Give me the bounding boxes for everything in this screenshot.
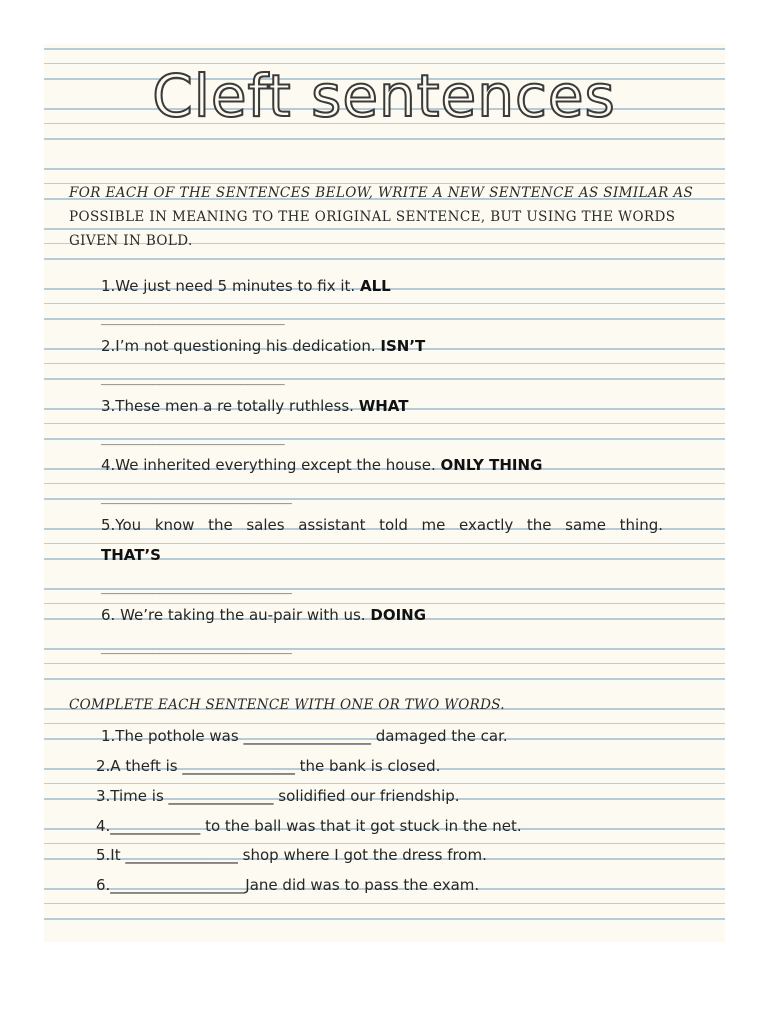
item-text: 6. We’re taking the au-pair with us. [101,606,366,624]
answer-line-3[interactable]: _________________________ [101,431,285,446]
page-title: Cleft sentences [152,62,616,130]
answer-line-4[interactable]: __________________________ [101,490,292,505]
item-text: 1.We just need 5 minutes to fix it. [101,277,356,295]
exercise1-item-1 [101,277,391,295]
item-text: 3.These men a re totally ruthless. [101,397,354,415]
item-text: 5.You know the sales assistant told me exactly the same thing. [101,516,663,534]
exercise2-item-5: 5.It _______________ shop where I got the dress from. [96,846,487,864]
exercise2-item-2: 2.A theft is _______________ the bank is closed. [96,757,441,775]
exercise2-item-1: 1.The pothole was _________________ damaged the car. [101,727,508,745]
item-keyword: DOING [370,606,427,624]
answer-line-1[interactable]: _________________________ [101,311,285,326]
instruction-italic-part: FOR EACH OF THE SENTENCES BELOW, WRITE A NEW SENTENCE AS SIMILAR AS [69,185,694,201]
item-text: 2.I’m not questioning his dedication. [101,337,376,355]
section1-instruction [69,181,711,253]
item-keyword: THAT’S [101,546,161,564]
exercise1-item-2 [101,337,425,355]
exercise1-item-5 [101,516,663,534]
exercise1-item-6 [101,606,426,624]
item-keyword: ALL [359,277,391,295]
item-keyword: ISN’T [380,337,426,355]
instruction-plain-part: POSSIBLE IN MEANING TO THE ORIGINAL SENTENCE, BUT USING THE WORDS GIVEN IN BOLD. [69,209,676,249]
item-keyword: ONLY THING [440,456,543,474]
exercise1-item-3 [101,397,408,415]
section2-instruction [69,697,505,713]
answer-line-5[interactable]: __________________________ [101,580,292,595]
item-keyword: WHAT [358,397,409,415]
exercise2-item-3: 3.Time is ______________ solidified our friendship. [96,787,460,805]
exercise1-item-4 [101,456,542,474]
exercise2-item-6: 6.__________________Jane did was to pass the exam. [96,876,480,894]
item-text: 4.We inherited everything except the house. [101,456,436,474]
answer-line-2[interactable]: _________________________ [101,371,285,386]
answer-line-6[interactable]: __________________________ [101,640,292,655]
exercise2-item-4: 4.____________ to the ball was that it got stuck in the net. [96,817,522,835]
exercise1-item-5-keyword-line [101,546,161,564]
instruction-text: COMPLETE EACH SENTENCE WITH ONE OR TWO WORDS. [69,697,505,713]
